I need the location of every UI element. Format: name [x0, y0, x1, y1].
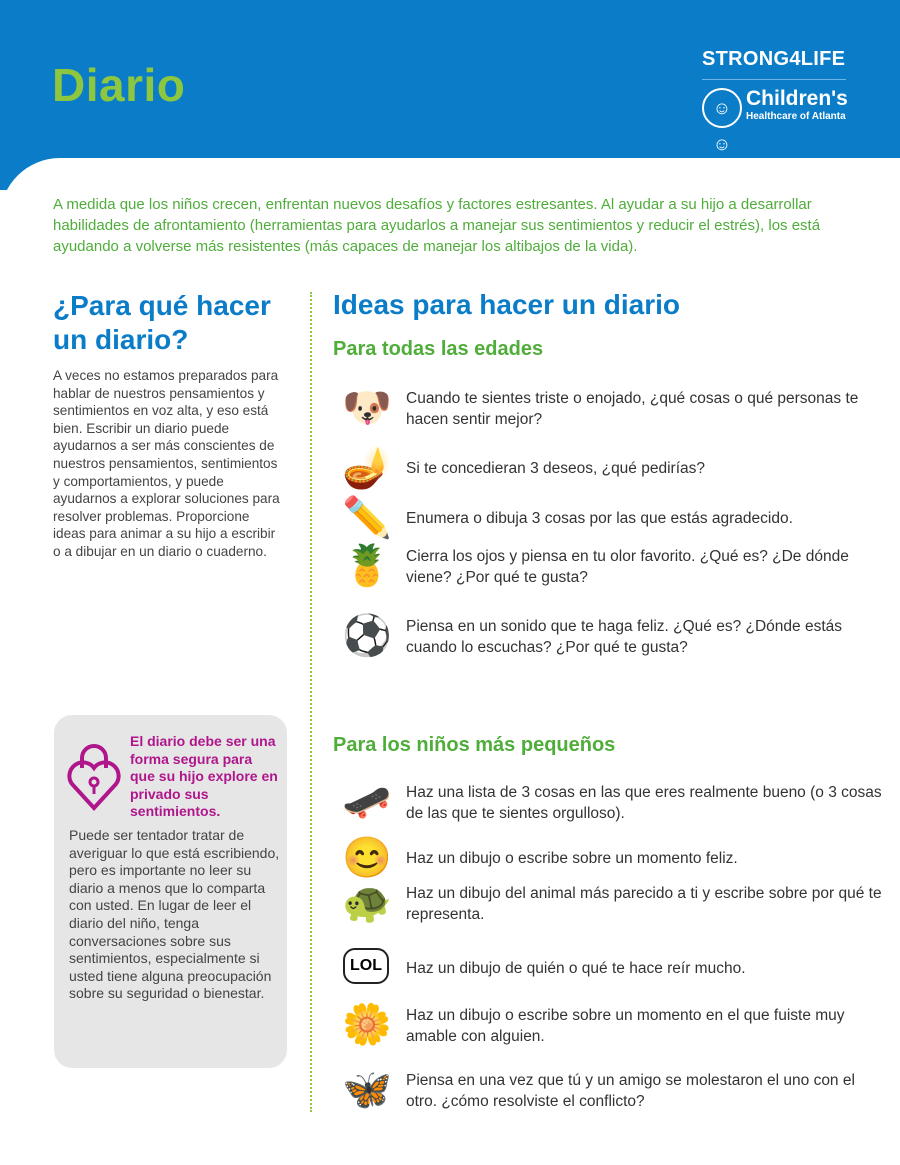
childrens-logo-name: Children's	[746, 87, 848, 110]
idea-text: Haz un dibujo de quién o qué te hace reír mucho.	[406, 960, 746, 977]
flower-icon: 🌼	[342, 1003, 392, 1047]
page-title: Diario	[52, 59, 186, 111]
column-divider	[310, 292, 312, 1112]
pineapple-icon: 🍍	[342, 544, 392, 588]
childrens-logo-icon: ☺☺	[702, 88, 742, 128]
idea-text: Piensa en un sonido que te haga feliz. ¿Qué es? ¿Dónde estás cuando lo escuchas? ¿Por qué te gusta?	[406, 618, 843, 656]
idea-text: Si te concedieran 3 deseos, ¿qué pedirías?	[406, 460, 705, 477]
soccer-ball-icon: ⚽	[342, 614, 392, 658]
callout-heading: El diario debe ser una forma segura para que su hijo explore en privado sus sentimientos.	[130, 733, 278, 819]
strong4life-logo: STRONG4LIFE	[702, 48, 846, 70]
smiley-icon: 😊	[342, 836, 392, 880]
idea-text: Haz un dibujo o escribe sobre un momento en el que fuiste muy amable con alguien.	[406, 1007, 845, 1045]
heart-lock-icon	[66, 740, 122, 812]
idea-text: Cierra los ojos y piensa en tu olor favorito. ¿Qué es? ¿De dónde viene? ¿Por qué te gusta?	[406, 548, 849, 586]
lol-bubble-icon: LOL	[343, 948, 389, 984]
idea-text: Enumera o dibuja 3 cosas por las que estás agradecido.	[406, 510, 793, 527]
why-journal-body: A veces no estamos preparados para hablar de nuestros pensamientos y sentimientos en voz alta, y eso está bien. Escribir un diario puede ayudarnos a ser más conscientes de nuestros pensamientos, sentimientos y comportamientos, y puede ayudarnos a explorar soluciones para resolver problemas. Proporcione ideas para animar a su hijo a escribir o a dibujar en un diario o cuaderno.	[53, 368, 280, 559]
callout-body: Puede ser tentador tratar de averiguar lo que está escribiendo, pero es importante no leer su diario a menos que lo comparta con usted. En lugar de leer el diario del niño, tenga conversaciones sobre sus sentimientos, especialmente si usted tiene alguna preocupación sobre su seguridad o bienestar.	[69, 827, 280, 1002]
turtle-icon: 🐢	[342, 881, 392, 925]
idea-text: Cuando te sientes triste o enojado, ¿qué cosas o qué personas te hacen sentir mejor?	[406, 390, 859, 428]
pencil-icon: ✏️	[342, 496, 392, 540]
childrens-logo-sub: Healthcare of Atlanta	[746, 111, 846, 122]
all-ages-heading: Para todas las edades	[333, 338, 544, 360]
skateboard-icon: 🛹	[342, 780, 392, 824]
butterfly-icon: 🦋	[342, 1068, 392, 1112]
ideas-heading: Ideas para hacer un diario	[333, 289, 681, 320]
idea-text: Haz un dibujo del animal más parecido a ti y escribe sobre por qué te representa.	[406, 885, 882, 923]
why-journal-heading: ¿Para qué hacer un diario?	[53, 290, 271, 355]
magic-lamp-icon: 🪔	[342, 446, 392, 490]
dog-icon: 🐶	[342, 386, 392, 430]
intro-paragraph: A medida que los niños crecen, enfrentan nuevos desafíos y factores estresantes. Al ayudar a su hijo a desarrollar habilidades de afrontamiento (herramientas para ayudarlos a manejar sus sentimientos y reducir el estrés), los está ayudando a volverse más resistentes (más capaces de manejar los altibajos de la vida).	[53, 196, 821, 255]
young-kids-heading: Para los niños más pequeños	[333, 734, 616, 756]
idea-text: Haz una lista de 3 cosas en las que eres realmente bueno (o 3 cosas de las que te sientes orgulloso).	[406, 784, 882, 822]
idea-text: Haz un dibujo o escribe sobre un momento feliz.	[406, 850, 738, 867]
logo-divider	[702, 79, 846, 80]
idea-text: Piensa en una vez que tú y un amigo se molestaron el uno con el otro. ¿cómo resolviste el conflicto?	[406, 1072, 855, 1110]
